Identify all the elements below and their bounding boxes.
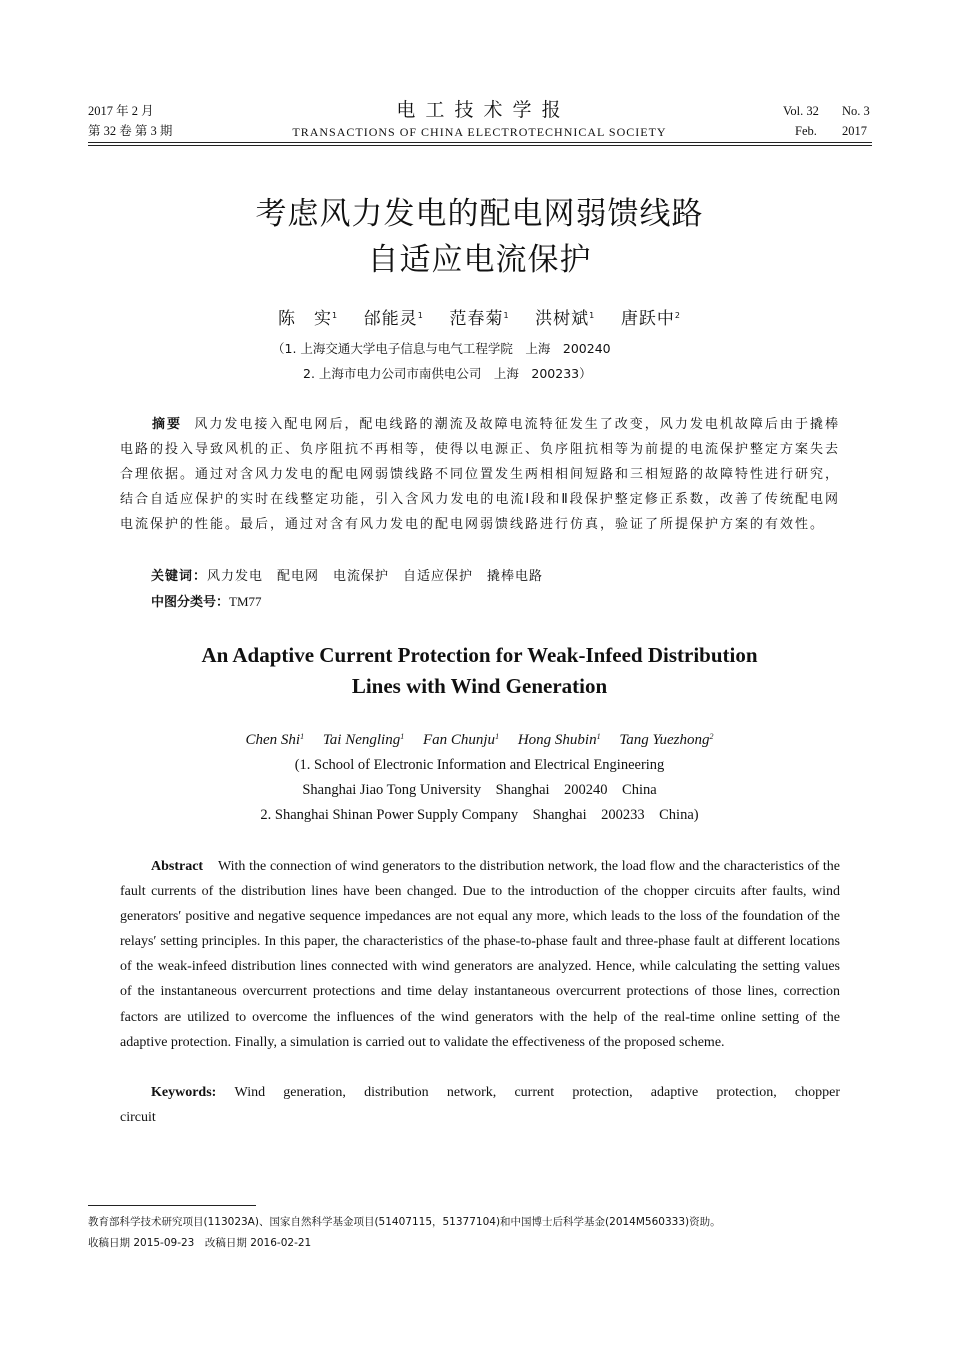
cn-keywords-label: 关键词： <box>151 569 208 584</box>
header-rule-top <box>88 142 872 143</box>
cn-author-sup: 1 <box>589 311 596 320</box>
en-author: Tang Yuezhong <box>619 732 710 748</box>
cn-author: 范春菊 <box>449 309 504 329</box>
cn-author-sup: 1 <box>417 311 424 320</box>
cn-author-sup: 1 <box>332 311 339 320</box>
en-authors <box>0 729 959 751</box>
cn-abstract-label: 摘要 <box>152 417 183 432</box>
en-author-sup: 1 <box>495 732 500 741</box>
en-affiliation-1: (1. School of Electronic Information and Electrical Engineering <box>294 757 665 773</box>
footnote-rule <box>88 1205 256 1206</box>
en-abstract-label: Abstract <box>151 859 204 874</box>
en-author-sup: 1 <box>300 732 305 741</box>
header-rule-bottom <box>88 145 872 146</box>
header-date: 2017 年 2 月 <box>88 104 154 118</box>
en-keywords <box>120 1080 840 1130</box>
cn-author: 唐跃中 <box>620 309 675 329</box>
cn-affiliation-2: 2. 上海市电力公司市南供电公司 上海 200233） <box>303 366 592 381</box>
header-number: No. 3 <box>842 104 870 118</box>
cn-author: 洪树斌 <box>535 309 590 329</box>
cn-author-sup: 2 <box>674 311 681 320</box>
cn-clc <box>151 589 262 615</box>
en-title-line1: An Adaptive Current Protection for Weak-Infeed Distribution <box>201 643 758 667</box>
en-affiliation-2: Shanghai Jiao Tong University Shanghai 200240 China <box>302 782 657 798</box>
header-volume: Vol. 32 <box>783 104 819 118</box>
cn-abstract-text: 风力发电接入配电网后，配电线路的潮流及故障电流特征发生了改变，风力发电机故障后由于撬棒电路的投入导致风机的正、负序阻抗不再相等，使得以电源正、负序阻抗相等为前提的电流保护整定方案失去合理依据。通过对含风力发电的配电网弱馈线路不同位置发生两相相间短路和三相短路的故障特性进行研究，结合自适应保护的实时在线整定功能，引入含风力发电的电流Ⅰ段和Ⅱ段保护整定修正系数，改善了传统配电网电流保护的性能。最后，通过对含有风力发电的配电网弱馈线路进行仿真，验证了所提保护方案的有效性。 <box>120 417 841 532</box>
footnote-dates: 收稿日期 2015-09-23 改稿日期 2016-02-21 <box>88 1237 312 1249</box>
cn-author: 陈 实 <box>278 309 333 329</box>
cn-author: 邰能灵 <box>363 309 418 329</box>
en-title-line2: Lines with Wind Generation <box>351 674 608 698</box>
cn-keywords <box>151 564 543 589</box>
en-author: Tai Nengling <box>322 732 401 748</box>
header-month: Feb. <box>795 124 817 138</box>
cn-affiliation-1: （1. 上海交通大学电子信息与电气工程学院 上海 200240 <box>272 341 611 356</box>
footnote-funding: 教育部科学技术研究项目(113023A)、国家自然科学基金项目(51407115，51377104)和中国博士后科学基金(2014M560333)资助。 <box>88 1216 721 1228</box>
en-author: Fan Chunju <box>422 732 496 748</box>
cn-title-line1: 考虑风力发电的配电网弱馈线路 <box>255 196 704 232</box>
cn-clc-code: TM77 <box>229 594 262 609</box>
cn-title-line2: 自适应电流保护 <box>367 242 592 278</box>
cn-authors <box>0 306 959 332</box>
en-author-sup: 1 <box>400 732 405 741</box>
cn-abstract <box>120 412 840 537</box>
en-keywords-label: Keywords: <box>151 1085 217 1100</box>
en-author-sup: 2 <box>709 732 714 741</box>
journal-title-cn: 电 工 技 术 学 报 <box>396 99 563 121</box>
en-author: Hong Shubin <box>517 732 597 748</box>
header-year: 2017 <box>842 124 867 138</box>
cn-author-sup: 1 <box>503 311 510 320</box>
header-issue: 第 32 卷 第 3 期 <box>88 124 173 138</box>
en-author-sup: 1 <box>596 732 601 741</box>
cn-clc-label: 中图分类号： <box>151 595 230 610</box>
en-keywords-text: Wind generation, distribution network, current protection, adaptive protection, chopper circuit <box>120 1085 840 1126</box>
journal-title-en: TRANSACTIONS OF CHINA ELECTROTECHNICAL SOCIETY <box>292 125 667 139</box>
en-author: Chen Shi <box>245 732 301 748</box>
en-abstract-text: With the connection of wind generators to the distribution network, the load flow and the characteristics of the fault currents of the distribution lines have been changed. Due to the introduction of the chopper circuits after faults, wind generators′ positive and negative sequence impedances are not equal any more, which leads to the loss of the foundation of the relays′ setting principles. In this paper, the characteristics of the phase-to-phase fault and three-phase fault at different locations of the weak-infeed distribution lines connected with wind generators are analyzed. Hence, while calculating the setting values of the instantaneous overcurrent protections and time delay instantaneous overcurrent protections of those lines, correction factors are utilized to overcome the influences of the wind generators with the help of the real-time online setting of the adaptive protection. Finally, a simulation is carried out to validate the effectiveness of the proposed scheme. <box>120 859 841 1050</box>
cn-keywords-text: 风力发电 配电网 电流保护 自适应保护 撬棒电路 <box>207 569 544 584</box>
en-affiliation-3: 2. Shanghai Shinan Power Supply Company Shanghai 200233 China) <box>260 807 699 823</box>
en-abstract <box>120 854 840 1055</box>
